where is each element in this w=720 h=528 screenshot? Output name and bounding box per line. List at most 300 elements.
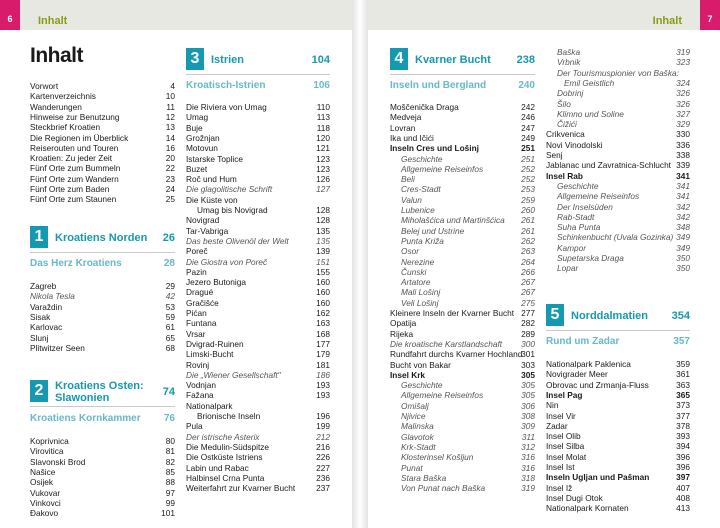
toc-entry-title: Insel Iž (546, 482, 573, 493)
toc-entry-title: Von Punat nach Baška (401, 483, 486, 494)
chapter-page: 26 (162, 232, 175, 244)
toc-entry-title: Insel Ist (546, 462, 575, 472)
toc-entry-page: 13 (165, 122, 175, 133)
toc-entry-title: Pula (186, 421, 203, 432)
chapter-heading (30, 226, 175, 248)
toc-entry-title: Valun (401, 194, 422, 205)
toc-entry-title: Vrsar (186, 328, 206, 339)
toc-entry-title: Emil Geistlich (564, 77, 615, 88)
toc-entry-title: Pićan (186, 308, 207, 318)
toc-column-2 (186, 0, 330, 528)
toc-entry-page: 128 (316, 205, 330, 215)
toc-entry-title: Die Giostra von Poreč (186, 256, 268, 267)
toc-entry-title: Zagreb (30, 281, 57, 291)
toc-column-1 (30, 0, 175, 528)
toc-entry-page: 251 (521, 153, 535, 164)
divider (186, 74, 330, 75)
toc-entry-page: 29 (165, 281, 175, 291)
toc-entry-title: Moščenička Draga (390, 102, 459, 112)
toc-entry-title: Osijek (30, 477, 54, 488)
toc-entry-title: Obrovac und Zrmanja-Fluss (546, 379, 649, 390)
toc-entry-page: 305 (521, 380, 535, 391)
toc-entry-page: 259 (521, 194, 535, 205)
header-title-right: Inhalt (652, 15, 682, 27)
toc-entry-title: Insel Pag (546, 389, 583, 400)
toc-entry-page: 277 (521, 308, 535, 318)
section-page: 28 (163, 258, 175, 269)
toc-entry-title: Allgemeine Reiseinfos (401, 390, 484, 401)
toc-entry-page: 85 (165, 466, 175, 477)
toc-column-4 (546, 0, 690, 528)
toc-entry-page: 128 (316, 215, 330, 226)
toc-entry-page: 348 (676, 222, 690, 233)
page-number-right-label: 7 (707, 14, 713, 24)
toc-entry-page: 263 (521, 246, 535, 257)
toc-entry-page: 408 (676, 492, 690, 503)
toc-entry-title: Zadar (546, 420, 568, 431)
toc-entry-page: 361 (676, 369, 690, 380)
toc-entry-page: 123 (316, 163, 330, 174)
toc-entry-page: 168 (316, 328, 330, 339)
toc-entry-page: 20 (165, 153, 175, 164)
toc-entry-title: Weiterfahrt zur Kvarner Bucht (186, 483, 296, 494)
toc-entry-page: 12 (165, 111, 175, 122)
toc-entry-title: Nerezine (401, 256, 435, 267)
toc-entry-page: 88 (165, 477, 175, 488)
toc-entry-page: 99 (165, 497, 175, 508)
toc-entry-title: Punat (401, 462, 423, 473)
toc-entry-page: 242 (521, 102, 535, 112)
toc-entry-title: Senj (546, 150, 563, 160)
toc-entry-title: Fažana (186, 390, 214, 401)
book-fold (352, 0, 368, 528)
toc-entry-page: 120 (316, 132, 330, 143)
toc-entry-page: 267 (521, 287, 535, 298)
toc-entry (546, 503, 690, 514)
chapter-name: Istrien (211, 54, 245, 66)
toc-entry-title: Koprivnica (30, 436, 69, 446)
toc-entry-page: 11 (166, 101, 175, 112)
chapter-number-box (30, 226, 48, 248)
toc-entry-page: 160 (316, 277, 330, 288)
toc-entry-page: 236 (316, 472, 330, 483)
toc-entry-page: 413 (676, 503, 690, 514)
toc-entry (546, 263, 690, 274)
toc-entry-page: 53 (165, 301, 175, 312)
toc-entry-title: Der Tourismuspionier von Baška: (557, 67, 679, 78)
toc-entry-title: Buje (186, 122, 203, 133)
toc-entry-title: Lovran (390, 122, 416, 133)
page-title: Inhalt (30, 44, 83, 67)
toc-entry-title: Plitwitzer Seen (30, 342, 85, 353)
toc-entry-title: Dobrinj (557, 88, 584, 99)
toc-entry-title: Kampor (557, 242, 587, 253)
toc-entry-page: 289 (521, 328, 535, 339)
toc-entry-page: 397 (676, 472, 690, 483)
toc-entry-page: 267 (521, 277, 535, 288)
section-title: Rund um Zadar (546, 336, 620, 347)
toc-entry-title: Die Regionen im Überblick (30, 132, 129, 143)
toc-entry-title: Die Küste von (186, 194, 238, 205)
toc-entry-page: 61 (165, 322, 175, 333)
toc-entry-page: 253 (521, 184, 535, 195)
toc-entry-page: 14 (165, 132, 175, 143)
toc-entry-page: 24 (165, 184, 175, 194)
toc-entry-title: Klosterinsel Košljun (401, 452, 474, 463)
toc-entry-title: Reiserouten und Touren (30, 142, 119, 153)
toc-entry-page: 316 (521, 462, 535, 473)
toc-entry-page: 373 (676, 400, 690, 411)
toc-entry-page: 247 (521, 122, 535, 133)
toc-entry-page: 308 (521, 411, 535, 421)
chapter-number: 2 (34, 382, 44, 399)
toc-entry-page: 162 (316, 308, 330, 318)
toc-entry-title: Steckbrief Kroatien (30, 122, 101, 133)
toc-entry-title: Rab-Stadt (557, 211, 595, 222)
toc-entry-page: 306 (521, 400, 535, 411)
toc-entry-page: 251 (521, 143, 535, 154)
toc-entry-page: 42 (165, 291, 175, 302)
section-heading (186, 80, 330, 93)
toc-entry-page: 4 (170, 81, 175, 91)
toc-entry-title: Slavonski Brod (30, 456, 86, 467)
toc-entry-title: Der Inselsüden (557, 201, 613, 212)
toc-entry-page: 275 (521, 297, 535, 308)
toc-entry-title: Hinweise zur Benutzung (30, 111, 120, 122)
toc-entry-page: 326 (676, 88, 690, 99)
toc-entry-page: 341 (676, 180, 690, 191)
toc-entry-title: Insel Vir (546, 410, 576, 421)
toc-entry-title: Geschichte (401, 380, 443, 391)
toc-entry-title: Cres-Stadt (401, 184, 441, 195)
toc-entry-page: 282 (521, 318, 535, 329)
toc-entry-page: 101 (161, 508, 175, 519)
toc-entry-page: 396 (676, 451, 690, 462)
toc-entry-page: 118 (316, 122, 330, 133)
toc-entry-title: Vukovar (30, 487, 61, 498)
toc-entry-title: Umag (186, 112, 209, 123)
chapter-page: 74 (162, 386, 175, 398)
chapter-name-line: Kroatiens Osten: (55, 380, 144, 392)
chapter-number-box (390, 48, 408, 70)
toc-entry-page: 339 (676, 160, 690, 171)
toc-entry-title: Krk-Stadt (401, 441, 436, 452)
toc-entry-title: Belej und Ustrine (401, 225, 465, 236)
section-title: Inseln und Bergland (390, 80, 487, 91)
toc-entry-page: 59 (165, 311, 175, 322)
toc-entry-page: 186 (316, 369, 330, 380)
toc-entry-title: Čižići (557, 119, 577, 130)
section-page: 240 (518, 80, 535, 91)
chapter-number-box (546, 304, 564, 326)
toc-entry-title: Rundfahrt durchs Kvarner Hochland (390, 349, 523, 360)
section-page: 357 (673, 336, 690, 347)
toc-entry-page: 301 (521, 349, 535, 360)
toc-entry-page: 177 (316, 338, 330, 349)
toc-entry-title: Wanderungen (30, 101, 82, 112)
divider (30, 406, 175, 407)
toc-entry-page: 305 (521, 369, 535, 380)
toc-entry-page: 365 (676, 389, 690, 400)
section-page: 106 (313, 80, 330, 91)
page-number-right (700, 0, 720, 30)
section-title: Das Herz Kroatiens (30, 258, 122, 269)
toc-entry-page: 262 (521, 235, 535, 246)
toc-entry-title: Sisak (30, 311, 51, 322)
toc-entry-page: 378 (676, 420, 690, 431)
section-page: 76 (163, 413, 175, 424)
toc-entry-page: 309 (521, 421, 535, 432)
toc-entry-page: 97 (165, 487, 175, 498)
section-title: Kroatiens Kornkammer (30, 413, 141, 424)
toc-entry-title: Inseln Cres und Lošinj (390, 143, 479, 154)
toc-entry-title: Nin (546, 400, 559, 411)
toc-entry-page: 82 (165, 456, 175, 467)
toc-entry-title: Insel Krk (390, 369, 426, 380)
toc-entry-page: 151 (316, 256, 330, 267)
toc-entry-page: 312 (521, 441, 535, 452)
toc-entry-page: 396 (676, 462, 690, 472)
toc-entry-title: Limski-Bucht (186, 349, 234, 360)
page-number-left-label: 6 (7, 14, 13, 24)
chapter-name: Norddalmatien (571, 310, 649, 322)
toc-entry-title: Kleinere Inseln der Kvarner Bucht (390, 308, 515, 318)
chapter-number: 4 (394, 50, 404, 67)
toc-entry-page: 199 (316, 421, 330, 432)
toc-entry-title: Nikola Tesla (30, 291, 75, 302)
toc-entry-title: Schinkenbucht (Uvala Gozinka) (557, 232, 674, 243)
toc-entry-page: 252 (521, 163, 535, 174)
toc-entry-title: Der istrische Asterix (186, 431, 260, 442)
toc-entry-page: 319 (521, 483, 535, 494)
toc-entry-title: Rovinj (186, 359, 210, 370)
toc-entry-page: 193 (316, 380, 330, 391)
toc-entry-title: Insel Dugi Otok (546, 492, 603, 503)
toc-entry-page: 249 (521, 132, 535, 143)
toc-entry-page: 127 (316, 184, 330, 195)
toc-entry-title: Allgemeine Reiseinfos (401, 163, 484, 174)
toc-entry-page: 160 (316, 287, 330, 298)
toc-entry-page: 394 (676, 441, 690, 452)
toc-entry-page: 323 (676, 57, 690, 68)
toc-entry-title: Crikvenica (546, 129, 585, 140)
chapter-name: Kroatiens Norden (55, 232, 148, 244)
toc-entry-page: 16 (165, 142, 175, 153)
toc-entry-page: 393 (676, 431, 690, 442)
toc-entry-title: Tar-Vabriga (186, 225, 229, 236)
toc-entry-page: 341 (676, 170, 690, 181)
toc-entry-page: 349 (676, 232, 690, 243)
toc-entry-title: Lopar (557, 263, 579, 274)
toc-entry-title: Stara Baška (401, 472, 447, 483)
toc-entry-page: 407 (676, 482, 690, 493)
chapter-heading (546, 304, 690, 326)
toc-entry-title: Vrbnik (557, 57, 581, 68)
toc-entry-page: 196 (316, 411, 330, 421)
toc-column-3 (390, 0, 535, 528)
toc-entry-page: 261 (521, 215, 535, 226)
page-number-left (0, 0, 20, 30)
toc-entry-title: Die „Wiener Gesellschaft" (186, 369, 281, 380)
toc-entry-page: 135 (316, 235, 330, 246)
toc-entry (30, 194, 175, 205)
section-title: Kroatisch-Istrien (186, 80, 266, 91)
toc-entry-title: Fünf Orte zum Bummeln (30, 163, 121, 174)
toc-entry-page: 305 (521, 390, 535, 401)
toc-entry-title: Slunj (30, 332, 49, 343)
chapter-heading (30, 380, 175, 404)
chapter-number-box (30, 380, 48, 402)
toc-entry-title: Labin und Rabac (186, 462, 249, 473)
chapter-name (55, 380, 144, 404)
chapter-number-box (186, 48, 204, 70)
toc-entry-title: Lubenice (401, 205, 435, 215)
toc-entry-title: Das beste Olivenöl der Welt (186, 235, 289, 246)
toc-entry-page: 260 (521, 205, 535, 215)
toc-entry-page: 303 (521, 359, 535, 370)
toc-entry-page: 237 (316, 483, 330, 494)
toc-entry-page: 212 (316, 431, 330, 442)
section-heading (390, 80, 535, 93)
toc-entry-page: 135 (316, 225, 330, 236)
chapter-page: 354 (671, 310, 690, 322)
toc-entry-title: Kroatien: Zu jeder Zeit (30, 153, 113, 164)
toc-entry-page: 10 (165, 91, 175, 102)
toc-entry-title: Insel Molat (546, 451, 587, 462)
toc-entry-title: Đakovo (30, 508, 59, 519)
toc-entry-page: 65 (165, 332, 175, 343)
toc-entry-title: Fünf Orte zum Wandern (30, 173, 119, 184)
toc-entry-page: 139 (316, 246, 330, 257)
toc-entry-title: Vinkovci (30, 497, 61, 508)
toc-entry-page: 181 (316, 359, 330, 370)
toc-entry-page: 342 (676, 211, 690, 222)
toc-entry-title: Glavotok (401, 431, 434, 442)
toc-entry-page: 226 (316, 452, 330, 463)
toc-entry-title: Halbinsel Crna Punta (186, 472, 265, 483)
toc-entry-title: Umag bis Novigrad (197, 205, 268, 215)
toc-entry-page: 179 (316, 349, 330, 360)
toc-entry-page: 80 (165, 436, 175, 446)
toc-entry-title: Šilo (557, 98, 571, 109)
toc-entry-title: Klimno und Soline (557, 108, 624, 119)
toc-entry-page: 252 (521, 174, 535, 185)
toc-entry-page: 311 (521, 431, 535, 442)
toc-entry-page: 81 (165, 446, 175, 457)
toc-entry-title: Osor (401, 246, 419, 257)
toc-entry-title: Gračišće (186, 297, 219, 308)
toc-entry-title: Veli Lošinj (401, 297, 439, 308)
toc-entry-page: 155 (316, 266, 330, 277)
toc-entry-title: Novi Vinodolski (546, 139, 603, 150)
toc-entry-page: 318 (521, 472, 535, 483)
toc-entry-title: Rijeka (390, 328, 414, 339)
toc-entry-page: 319 (676, 47, 690, 57)
toc-entry-page: 377 (676, 410, 690, 421)
toc-entry-page: 261 (521, 225, 535, 236)
toc-entry-page: 246 (521, 112, 535, 123)
toc-entry-title: Buzet (186, 163, 208, 174)
toc-entry-page: 121 (316, 143, 330, 154)
toc-entry-title: Kartenverzeichnis (30, 91, 96, 102)
toc-entry-title: Omišalj (401, 400, 429, 411)
toc-entry-page: 350 (676, 253, 690, 263)
toc-entry (390, 483, 535, 494)
toc-entry-title: Mali Lošinj (401, 287, 441, 298)
toc-entry-title: Die kroatische Karstlandschaft (390, 338, 503, 349)
toc-entry-title: Istarske Toplice (186, 153, 244, 164)
toc-entry-title: Novigrad (186, 215, 220, 226)
toc-entry-title: Vorwort (30, 81, 59, 91)
toc-entry-page: 25 (165, 194, 175, 205)
chapter-heading (186, 48, 330, 70)
toc-entry-title: Novigrader Meer (546, 369, 608, 380)
toc-entry-page: 264 (521, 256, 535, 267)
toc-entry-title: Opatija (390, 318, 417, 329)
chapter-number: 3 (190, 50, 200, 67)
toc-entry-page: 341 (676, 191, 690, 202)
toc-entry-page: 349 (676, 242, 690, 253)
toc-entry-title: Ika und Ičići (390, 132, 434, 143)
toc-entry-page: 126 (316, 174, 330, 185)
toc-entry-title: Karlovac (30, 322, 63, 333)
toc-entry-title: Nationalpark Kornaten (546, 503, 629, 514)
toc-entry-page: 316 (521, 452, 535, 463)
toc-entry-page: 326 (676, 98, 690, 109)
toc-entry-title: Insel Olib (546, 431, 581, 442)
toc-entry-page: 300 (521, 338, 535, 349)
toc-entry-page: 338 (676, 150, 690, 160)
toc-entry-page: 216 (316, 441, 330, 452)
chapter-page: 238 (516, 54, 535, 66)
toc-entry-title: Nationalpark (186, 400, 233, 411)
toc-entry-page: 336 (676, 139, 690, 150)
toc-entry-title: Grožnjan (186, 132, 220, 143)
divider (546, 330, 690, 331)
toc-entry (30, 343, 175, 354)
toc-entry-page: 330 (676, 129, 690, 140)
toc-entry-title: Allgemeine Reiseinfos (557, 191, 640, 202)
toc-entry-title: Geschichte (401, 153, 443, 164)
toc-entry-page: 227 (316, 462, 330, 473)
toc-entry-page: 110 (316, 102, 330, 112)
toc-entry-page: 350 (676, 263, 690, 274)
chapter-name-line: Slawonien (55, 392, 110, 404)
toc-entry-title: Njivice (401, 411, 426, 421)
toc-entry-page: 359 (676, 359, 690, 369)
toc-entry-title: Supetarska Draga (557, 253, 624, 263)
toc-entry-title: Čunski (401, 266, 427, 277)
toc-entry-title: Beli (401, 174, 415, 185)
toc-entry-title: Malinska (401, 421, 434, 432)
chapter-number: 5 (550, 306, 560, 323)
toc-entry-page: 266 (521, 266, 535, 277)
toc-entry-title: Geschichte (557, 180, 599, 191)
toc-entry-title: Nationalpark Paklenica (546, 359, 631, 369)
toc-entry-title: Motovun (186, 143, 218, 154)
toc-entry-title: Fünf Orte zum Staunen (30, 194, 117, 205)
toc-entry-title: Fünf Orte zum Baden (30, 184, 110, 194)
toc-entry-page: 329 (676, 119, 690, 130)
toc-entry-page: 327 (676, 108, 690, 119)
toc-entry-title: Poreč (186, 246, 208, 257)
toc-entry-title: Medveja (390, 112, 422, 123)
toc-entry-title: Die Ostküste Istriens (186, 452, 263, 463)
toc-entry-title: Die Riviera von Umag (186, 102, 267, 112)
toc-entry-page: 163 (316, 318, 330, 329)
toc-entry-title: Roč und Hum (186, 174, 237, 185)
toc-entry-title: Insel Silba (546, 441, 585, 452)
